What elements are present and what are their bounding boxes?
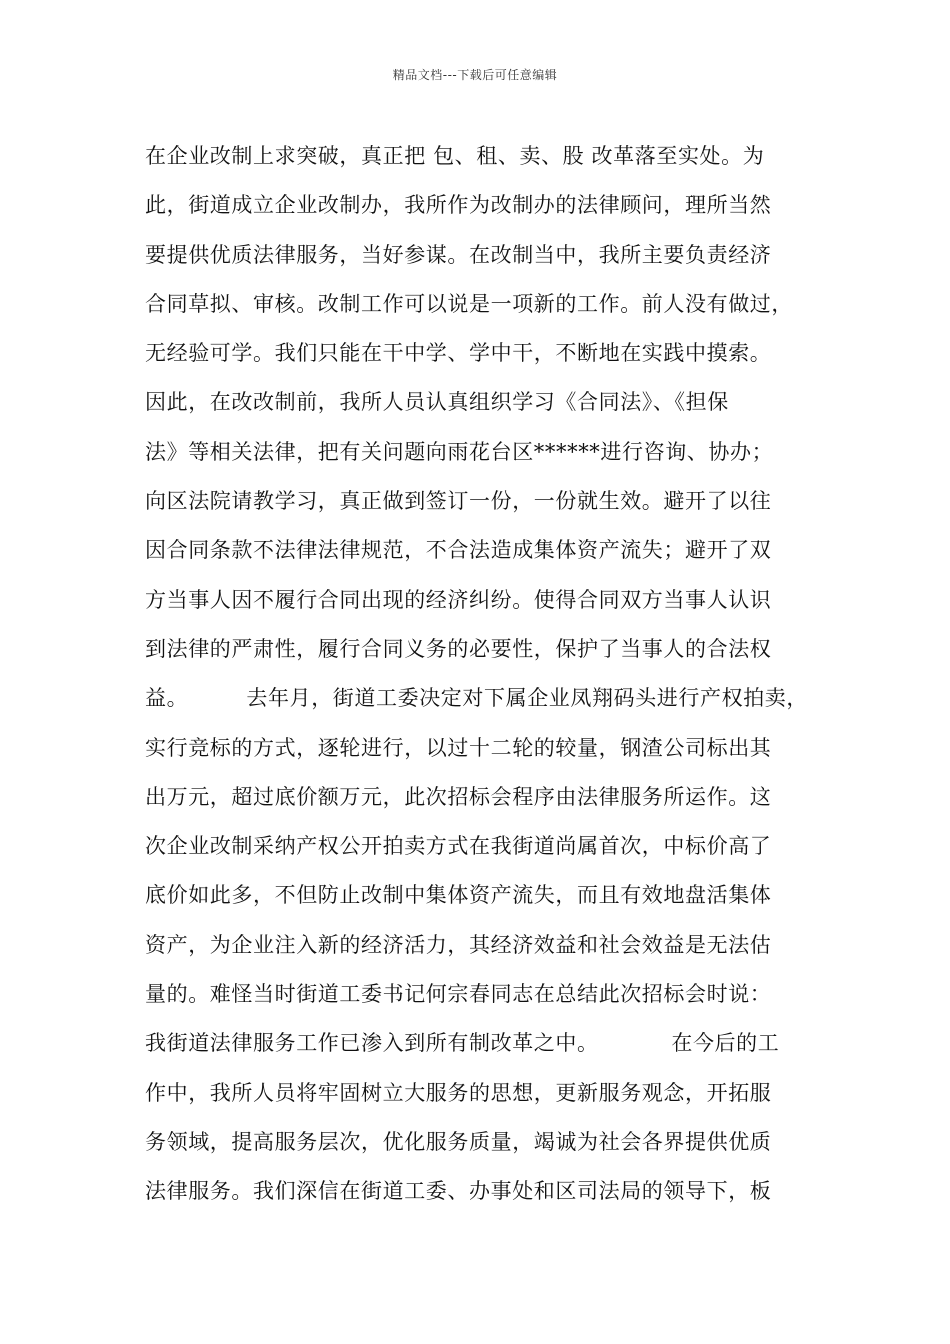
text-line: 法》等相关法律，把有关问题向雨花台区******进行咨询、协办； — [145, 439, 774, 464]
text-line: 因此，在改改制前，我所人员认真组织学习《合同法》、《担保 — [145, 390, 729, 415]
text-line: 无经验可学。我们只能在干中学、学中干，不断地在实践中摸索。 — [145, 341, 772, 366]
text-line: 法律服务。我们深信在街道工委、办事处和区司法局的领导下，板 — [145, 1179, 772, 1204]
text-line: 方当事人因不履行合同出现的经济纠纷。使得合同双方当事人认识 — [145, 587, 772, 612]
text-line: 在企业改制上求突破，真正把 包、租、卖、股 改革落至实处。为 — [145, 144, 765, 168]
text-line: 此，街道成立企业改制办，我所作为改制办的法律顾问，理所当然 — [145, 193, 772, 218]
text-line: 益。 去年月，街道工委决定对下属企业凤翔码头进行产权拍卖， — [145, 686, 808, 711]
text-line: 我街道法律服务工作已渗入到所有制改革之中。 在今后的工 — [145, 1031, 780, 1056]
text-line: 因合同条款不法律法律规范，不合法造成集体资产流失；避开了双 — [145, 538, 772, 563]
body-text — [145, 132, 815, 1217]
text-line: 向区法院请教学习，真正做到签订一份，一份就生效。避开了以往 — [145, 489, 772, 514]
text-line: 到法律的严肃性，履行合同义务的必要性，保护了当事人的合法权 — [145, 636, 772, 661]
text-line: 要提供优质法律服务，当好参谋。在改制当中，我所主要负责经济 — [145, 242, 772, 267]
text-line: 资产，为企业注入新的经济活力，其经济效益和社会效益是无法估 — [145, 932, 772, 957]
text-line: 作中，我所人员将牢固树立大服务的思想，更新服务观念，开拓服 — [145, 1080, 772, 1105]
text-line: 务领域，提高服务层次，优化服务质量，竭诚为社会各界提供优质 — [145, 1129, 772, 1154]
text-line: 次企业改制采纳产权公开拍卖方式在我街道尚属首次，中标价高了 — [145, 834, 772, 859]
text-line: 实行竞标的方式，逐轮进行，以过十二轮的较量，钢渣公司标出其 — [145, 735, 772, 760]
page-header: 精品文档---下载后可任意编辑 — [392, 68, 558, 82]
text-line: 量的。难怪当时街道工委书记何宗春同志在总结此次招标会时说： — [145, 982, 772, 1007]
text-line: 合同草拟、审核。改制工作可以说是一项新的工作。前人没有做过， — [145, 291, 793, 316]
text-line: 出万元，超过底价额万元，此次招标会程序由法律服务所运作。这 — [145, 784, 772, 809]
text-line: 底价如此多，不但防止改制中集体资产流失，而且有效地盘活集体 — [145, 883, 772, 908]
